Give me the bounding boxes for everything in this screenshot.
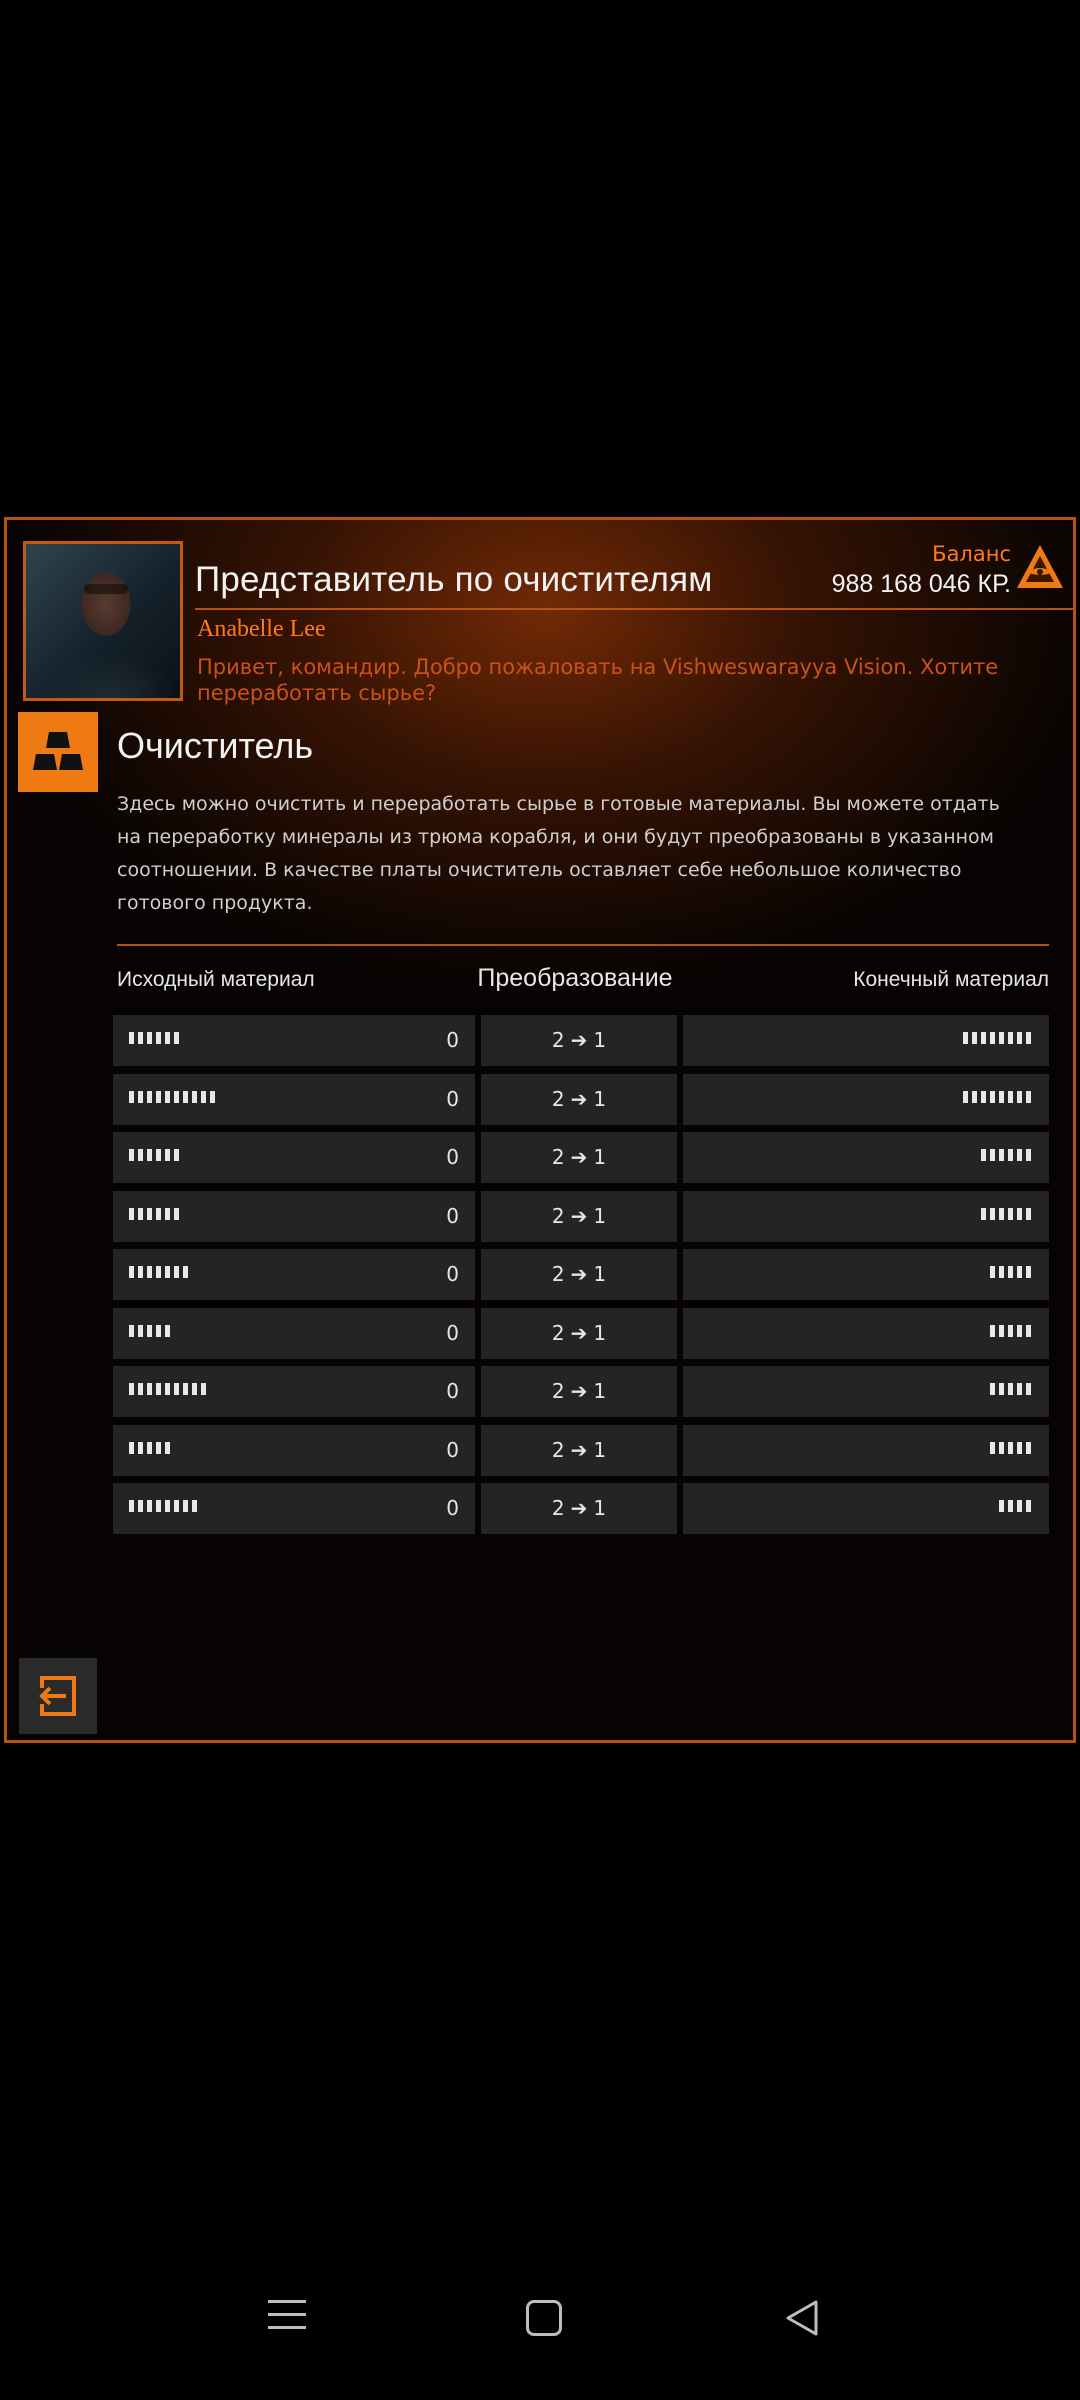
ratio-from: 2	[551, 1203, 565, 1228]
placeholder-char	[1017, 1500, 1022, 1512]
ratio-from: 2	[551, 1086, 565, 1111]
gold-bars-glyph	[32, 730, 84, 774]
placeholder-char	[1026, 1266, 1031, 1278]
placeholder-char	[165, 1383, 170, 1395]
placeholder-char	[129, 1383, 134, 1395]
target-material-name	[981, 1208, 1031, 1222]
source-material-name	[129, 1500, 197, 1514]
placeholder-char	[174, 1149, 179, 1161]
arrow-right-icon: ➔	[570, 1203, 588, 1228]
placeholder-char	[999, 1383, 1004, 1395]
source-quantity: 0	[446, 1028, 459, 1052]
placeholder-char	[129, 1500, 134, 1512]
arrow-right-icon: ➔	[570, 1437, 588, 1462]
material-row[interactable]	[113, 1483, 1049, 1534]
arrow-right-icon: ➔	[570, 1496, 588, 1520]
placeholder-char	[1008, 1442, 1013, 1454]
source-material-cell[interactable]	[113, 1015, 475, 1066]
column-header-conversion: Преобразование	[477, 964, 673, 992]
conversion-cell	[481, 1483, 677, 1534]
menu-line	[268, 2313, 306, 2316]
placeholder-char	[1026, 1383, 1031, 1395]
placeholder-char	[999, 1208, 1004, 1220]
placeholder-char	[147, 1149, 152, 1161]
target-material-name	[990, 1266, 1031, 1280]
placeholder-char	[999, 1149, 1004, 1161]
placeholder-char	[990, 1266, 995, 1278]
source-material-cell[interactable]	[113, 1366, 475, 1417]
placeholder-char	[999, 1500, 1004, 1512]
placeholder-char	[1026, 1325, 1031, 1337]
target-material-cell	[683, 1366, 1049, 1417]
placeholder-char	[129, 1266, 134, 1278]
arrow-right-icon: ➔	[570, 1262, 588, 1286]
ratio-from: 2	[551, 1145, 565, 1169]
ratio-to: 1	[593, 1496, 607, 1520]
menu-line	[268, 2326, 306, 2329]
placeholder-char	[138, 1266, 143, 1278]
placeholder-char	[165, 1032, 170, 1044]
placeholder-char	[981, 1091, 986, 1103]
target-material-name	[963, 1032, 1031, 1046]
conversion-ratio	[481, 1087, 677, 1111]
material-row[interactable]	[113, 1366, 1049, 1417]
placeholder-char	[201, 1383, 206, 1395]
rep-name: Anabelle Lee	[197, 616, 326, 642]
conversion-ratio	[481, 1204, 677, 1228]
ratio-to: 1	[593, 1145, 607, 1169]
ratio-from: 2	[551, 1028, 565, 1052]
placeholder-char	[192, 1500, 197, 1512]
placeholder-char	[1017, 1325, 1022, 1337]
arrow-right-icon: ➔	[570, 1145, 588, 1169]
placeholder-char	[165, 1500, 170, 1512]
source-quantity: 0	[446, 1437, 459, 1462]
source-material-cell[interactable]	[113, 1249, 475, 1300]
source-material-name	[129, 1149, 179, 1163]
placeholder-char	[183, 1091, 188, 1103]
placeholder-char	[165, 1266, 170, 1278]
conversion-cell	[481, 1366, 677, 1417]
placeholder-char	[138, 1383, 143, 1395]
placeholder-char	[174, 1383, 179, 1395]
conversion-ratio	[481, 1379, 677, 1403]
placeholder-char	[156, 1442, 161, 1454]
placeholder-char	[981, 1032, 986, 1044]
placeholder-char	[138, 1325, 143, 1337]
placeholder-char	[156, 1091, 161, 1103]
ratio-to: 1	[593, 1086, 607, 1111]
material-row[interactable]	[113, 1308, 1049, 1359]
target-material-name	[981, 1149, 1031, 1163]
placeholder-char	[1026, 1149, 1031, 1161]
source-material-name	[129, 1091, 215, 1105]
placeholder-char	[1026, 1500, 1031, 1512]
placeholder-char	[1017, 1149, 1022, 1161]
source-material-name	[129, 1266, 188, 1280]
target-material-cell	[683, 1074, 1049, 1125]
placeholder-char	[156, 1500, 161, 1512]
column-header-source: Исходный материал	[117, 968, 315, 991]
ratio-to: 1	[593, 1028, 607, 1052]
conversion-ratio	[481, 1262, 677, 1286]
placeholder-char	[1017, 1091, 1022, 1103]
arrow-right-icon: ➔	[570, 1028, 588, 1052]
exit-icon	[36, 1674, 80, 1718]
placeholder-char	[963, 1091, 968, 1103]
material-row[interactable]	[113, 1191, 1049, 1242]
placeholder-char	[990, 1032, 995, 1044]
source-quantity: 0	[446, 1262, 459, 1286]
source-material-cell[interactable]	[113, 1483, 475, 1534]
placeholder-char	[972, 1091, 977, 1103]
target-material-name	[990, 1325, 1031, 1339]
arrow-right-icon: ➔	[570, 1086, 588, 1111]
placeholder-char	[156, 1383, 161, 1395]
nav-home-button[interactable]	[526, 2300, 562, 2336]
target-material-cell	[683, 1425, 1049, 1476]
ratio-to: 1	[593, 1379, 607, 1403]
placeholder-char	[1008, 1032, 1013, 1044]
placeholder-char	[990, 1149, 995, 1161]
conversion-cell	[481, 1015, 677, 1066]
menu-line	[268, 2300, 306, 2303]
source-material-cell[interactable]	[113, 1191, 475, 1242]
ratio-to: 1	[593, 1437, 607, 1462]
placeholder-char	[129, 1091, 134, 1103]
placeholder-char	[999, 1091, 1004, 1103]
target-material-name	[999, 1500, 1031, 1514]
conversion-cell	[481, 1308, 677, 1359]
placeholder-char	[1008, 1266, 1013, 1278]
placeholder-char	[1026, 1442, 1031, 1454]
placeholder-char	[165, 1442, 170, 1454]
placeholder-char	[1008, 1149, 1013, 1161]
conversion-cell	[481, 1425, 677, 1476]
ratio-to: 1	[593, 1320, 607, 1345]
placeholder-char	[147, 1383, 152, 1395]
placeholder-char	[972, 1032, 977, 1044]
ratio-from: 2	[551, 1320, 565, 1345]
placeholder-char	[210, 1091, 215, 1103]
section-title: Очиститель	[117, 725, 314, 766]
placeholder-char	[156, 1325, 161, 1337]
section-divider	[117, 944, 1049, 946]
header-divider	[195, 608, 1073, 610]
source-material-cell[interactable]	[113, 1425, 475, 1476]
source-material-cell[interactable]	[113, 1074, 475, 1125]
placeholder-char	[147, 1091, 152, 1103]
material-row[interactable]	[113, 1132, 1049, 1183]
placeholder-char	[138, 1208, 143, 1220]
placeholder-char	[1017, 1442, 1022, 1454]
source-quantity: 0	[446, 1203, 459, 1228]
conversion-cell	[481, 1132, 677, 1183]
balance-value: 988 168 046 КР.	[831, 570, 1011, 598]
target-material-name	[963, 1091, 1031, 1105]
placeholder-char	[147, 1500, 152, 1512]
source-quantity: 0	[446, 1379, 459, 1403]
placeholder-char	[201, 1091, 206, 1103]
source-material-name	[129, 1325, 170, 1339]
section-description: Здесь можно очистить и переработать сырье в готовые материалы. Вы можете отдать на переработку минералы из трюма корабля, и они будут преобразованы в указанном соотношении. В качестве платы очиститель оставляет себе небольшое количество готового продукта.	[117, 793, 1000, 914]
conversion-cell	[481, 1191, 677, 1242]
placeholder-char	[147, 1266, 152, 1278]
placeholder-char	[165, 1325, 170, 1337]
placeholder-char	[129, 1208, 134, 1220]
placeholder-char	[156, 1032, 161, 1044]
placeholder-char	[156, 1266, 161, 1278]
placeholder-char	[165, 1208, 170, 1220]
conversion-ratio	[481, 1438, 677, 1462]
placeholder-char	[138, 1500, 143, 1512]
placeholder-char	[174, 1266, 179, 1278]
placeholder-char	[999, 1266, 1004, 1278]
material-row[interactable]	[113, 1015, 1049, 1066]
conversion-cell	[481, 1074, 677, 1125]
placeholder-char	[981, 1149, 986, 1161]
placeholder-char	[1017, 1266, 1022, 1278]
placeholder-char	[1017, 1383, 1022, 1395]
source-quantity: 0	[446, 1320, 459, 1345]
placeholder-char	[147, 1208, 152, 1220]
placeholder-char	[183, 1383, 188, 1395]
source-material-cell[interactable]	[113, 1132, 475, 1183]
placeholder-char	[990, 1325, 995, 1337]
placeholder-char	[990, 1091, 995, 1103]
material-row[interactable]	[113, 1249, 1049, 1300]
target-material-cell	[683, 1132, 1049, 1183]
placeholder-char	[1026, 1032, 1031, 1044]
npc-portrait	[23, 541, 183, 701]
placeholder-char	[999, 1442, 1004, 1454]
arrow-right-icon: ➔	[570, 1379, 588, 1403]
placeholder-char	[174, 1032, 179, 1044]
placeholder-char	[1008, 1383, 1013, 1395]
gold-bars-icon	[18, 712, 98, 792]
source-material-name	[129, 1208, 179, 1222]
placeholder-char	[192, 1383, 197, 1395]
placeholder-char	[990, 1208, 995, 1220]
arrow-right-icon: ➔	[570, 1320, 588, 1345]
ratio-from: 2	[551, 1262, 565, 1286]
conversion-ratio	[481, 1496, 677, 1520]
placeholder-char	[990, 1383, 995, 1395]
rep-greeting: Привет, командир. Добро пожаловать на Vishweswarayya Vision. Хотите переработать сырье?	[197, 655, 999, 705]
placeholder-char	[129, 1442, 134, 1454]
target-material-cell	[683, 1308, 1049, 1359]
nav-back-button[interactable]	[782, 2298, 822, 2338]
source-material-cell[interactable]	[113, 1308, 475, 1359]
placeholder-char	[138, 1149, 143, 1161]
ratio-to: 1	[593, 1262, 607, 1286]
placeholder-char	[183, 1266, 188, 1278]
column-header-target: Конечный материал	[853, 968, 1049, 991]
placeholder-char	[147, 1442, 152, 1454]
placeholder-char	[183, 1500, 188, 1512]
source-quantity: 0	[446, 1496, 459, 1520]
source-material-name	[129, 1383, 206, 1397]
placeholder-char	[174, 1208, 179, 1220]
placeholder-char	[990, 1442, 995, 1454]
placeholder-char	[999, 1325, 1004, 1337]
target-material-name	[990, 1383, 1031, 1397]
placeholder-char	[1008, 1208, 1013, 1220]
ratio-from: 2	[551, 1437, 565, 1462]
placeholder-char	[165, 1091, 170, 1103]
balance-label: Баланс	[932, 542, 1011, 566]
refinery-panel	[4, 517, 1076, 1743]
placeholder-char	[1008, 1325, 1013, 1337]
conversion-ratio	[481, 1321, 677, 1345]
placeholder-char	[1008, 1091, 1013, 1103]
placeholder-char	[129, 1149, 134, 1161]
conversion-ratio	[481, 1028, 677, 1052]
placeholder-char	[165, 1149, 170, 1161]
material-row[interactable]	[113, 1074, 1049, 1125]
placeholder-char	[174, 1091, 179, 1103]
target-material-cell	[683, 1249, 1049, 1300]
placeholder-char	[138, 1442, 143, 1454]
placeholder-char	[147, 1325, 152, 1337]
placeholder-char	[1026, 1208, 1031, 1220]
placeholder-char	[147, 1032, 152, 1044]
target-material-cell	[683, 1483, 1049, 1534]
placeholder-char	[1026, 1091, 1031, 1103]
placeholder-char	[129, 1325, 134, 1337]
placeholder-char	[138, 1032, 143, 1044]
source-quantity: 0	[446, 1086, 459, 1111]
placeholder-char	[999, 1032, 1004, 1044]
exit-button[interactable]	[19, 1658, 97, 1734]
conversion-cell	[481, 1249, 677, 1300]
placeholder-char	[174, 1500, 179, 1512]
material-row[interactable]	[113, 1425, 1049, 1476]
portrait-eyes	[84, 584, 128, 594]
placeholder-char	[156, 1149, 161, 1161]
ratio-from: 2	[551, 1379, 565, 1403]
target-material-name	[990, 1442, 1031, 1456]
placeholder-char	[1008, 1500, 1013, 1512]
ratio-to: 1	[593, 1203, 607, 1228]
placeholder-char	[156, 1208, 161, 1220]
source-quantity: 0	[446, 1145, 459, 1169]
ratio-from: 2	[551, 1496, 565, 1520]
conversion-ratio	[481, 1145, 677, 1169]
placeholder-char	[138, 1091, 143, 1103]
rep-title: Представитель по очистителям	[195, 560, 713, 599]
placeholder-char	[981, 1208, 986, 1220]
nav-menu-button[interactable]	[268, 2300, 306, 2339]
placeholder-char	[129, 1032, 134, 1044]
source-material-name	[129, 1442, 170, 1456]
placeholder-char	[192, 1091, 197, 1103]
source-material-name	[129, 1032, 179, 1046]
placeholder-char	[1017, 1208, 1022, 1220]
placeholder-char	[1017, 1032, 1022, 1044]
placeholder-char	[963, 1032, 968, 1044]
target-material-cell	[683, 1191, 1049, 1242]
federation-triangle-icon	[1015, 542, 1065, 592]
target-material-cell	[683, 1015, 1049, 1066]
material-table	[113, 1015, 1049, 1542]
